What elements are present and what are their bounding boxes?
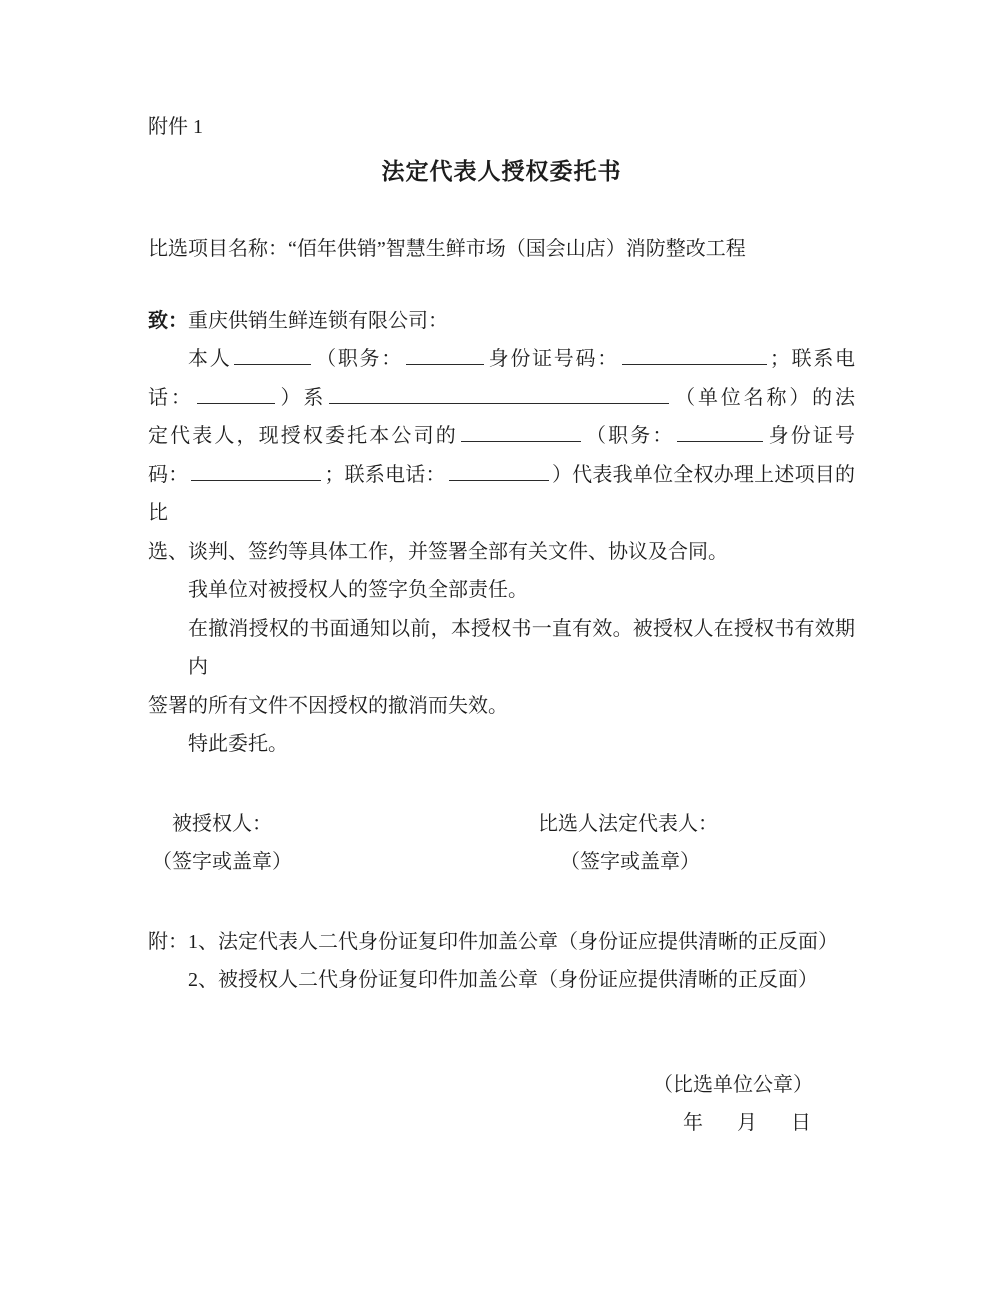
body-text: 身份证号	[766, 425, 856, 447]
body-text: 本人	[188, 348, 232, 370]
body-text: （单位名称）的法	[672, 386, 856, 409]
body-text: （职务：	[583, 425, 675, 447]
body-line	[148, 379, 855, 418]
body-line	[148, 302, 855, 341]
note-line-2	[148, 961, 855, 1000]
date-line	[148, 1104, 855, 1143]
body-text: ；联系电话：	[324, 463, 446, 486]
body-text: ）代表我单位全权办理上述项目的比	[148, 463, 856, 524]
authorized-person-label: 被授权人：	[172, 812, 272, 835]
note-line-1	[148, 923, 855, 962]
attachment-label: 附件 1	[148, 116, 203, 138]
body-text: ；联系电	[769, 348, 856, 370]
date-day-label: 日	[791, 1112, 811, 1134]
notes-prefix: 附：	[148, 930, 188, 953]
authorized-person-sign-hint: （签字或盖章）	[152, 851, 292, 873]
signature-section	[148, 805, 855, 882]
body-text: 选、谈判、签约等具体工作，并签署全部有关文件、协议及合同。	[148, 540, 728, 563]
body-text: ）系	[277, 386, 327, 409]
blank-field	[234, 344, 311, 365]
body-text: 码：	[148, 463, 189, 486]
blank-field	[191, 460, 321, 481]
date-month-label: 月	[737, 1112, 757, 1134]
signature-left-column	[148, 805, 538, 882]
blank-field	[329, 383, 669, 404]
body-text: 致：	[148, 309, 188, 332]
body-text: 在撤消授权的书面通知以前，本授权书一直有效。被授权人在授权书有效期内	[188, 617, 855, 678]
document-title: 法定代表人授权委托书	[381, 158, 622, 184]
blank-field	[622, 344, 767, 365]
body-line	[148, 340, 855, 379]
blank-field	[197, 383, 275, 404]
blank-field	[406, 344, 484, 365]
body-paragraph	[148, 302, 855, 764]
body-line	[148, 725, 855, 764]
project-name-line: 比选项目名称：“佰年供销”智慧生鲜市场（国会山店）消防整改工程	[148, 238, 746, 260]
body-text: 我单位对被授权人的签字负全部责任。	[188, 579, 528, 601]
body-text: （职务：	[314, 348, 403, 370]
note-item-1: 1、法定代表人二代身份证复印件加盖公章（身份证应提供清晰的正反面）	[188, 930, 838, 953]
body-text: 特此委托。	[188, 733, 288, 755]
body-text: 签署的所有文件不因授权的撤消而失效。	[148, 694, 508, 717]
unit-seal-label: （比选单位公章）	[653, 1073, 813, 1096]
body-line	[148, 687, 855, 726]
body-text: 话：	[148, 386, 194, 409]
body-line	[148, 417, 855, 456]
document-footer	[148, 1066, 855, 1143]
legal-representative-sign-hint: （签字或盖章）	[560, 851, 700, 873]
note-item-2: 2、被授权人二代身份证复印件加盖公章（身份证应提供清晰的正反面）	[188, 969, 818, 991]
blank-field	[677, 421, 763, 442]
signature-right-column	[538, 805, 855, 882]
legal-representative-label: 比选人法定代表人：	[538, 812, 718, 835]
body-text: 身份证号码：	[486, 348, 619, 370]
body-line	[148, 533, 855, 572]
body-text: 定代表人，现授权委托本公司的	[148, 425, 458, 447]
body-line	[148, 610, 855, 687]
body-line	[148, 456, 855, 533]
date-year-label: 年	[683, 1112, 703, 1134]
attachment-notes	[148, 923, 855, 1000]
blank-field	[449, 460, 549, 481]
body-line	[148, 571, 855, 610]
blank-field	[461, 421, 581, 442]
body-text: 重庆供销生鲜连锁有限公司：	[188, 309, 448, 332]
